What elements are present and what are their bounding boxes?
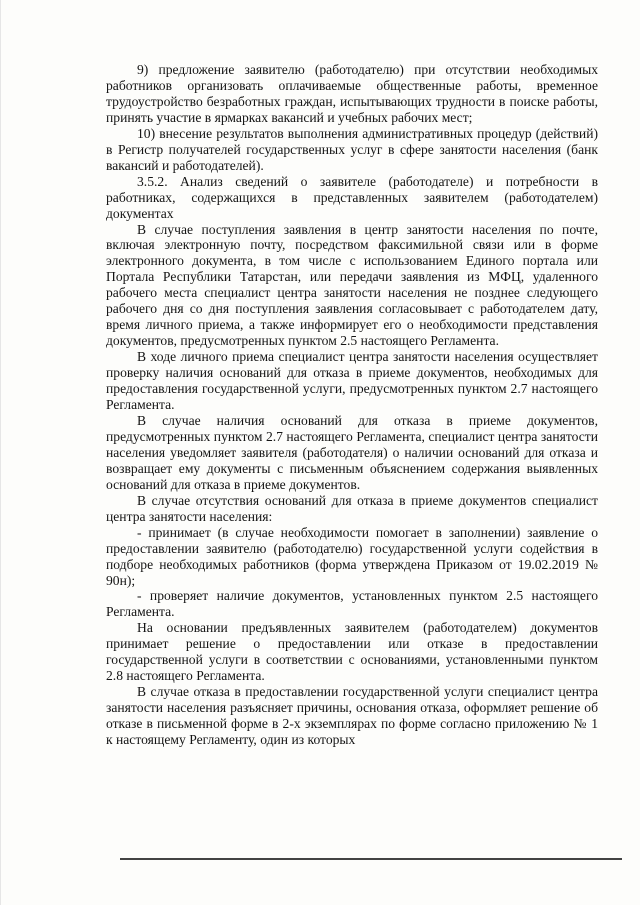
page-bottom-rule <box>120 858 622 860</box>
paragraph-decision: На основании предъявленных заявителем (работодателем) документов принимает решение о предоставлении или отказе в предоставлении государственной услуги в соответствии с основаниями, установленными пунктом 2.8 настоящего Регламента. <box>106 620 598 684</box>
list-item-accepts-application: - принимает (в случае необходимости помогает в заполнении) заявление о предоставлении заявителю (работодателю) государственной услуги содействия в подборе необходимых работников (форма утверждена Приказом от 19.02.2019 № 90н); <box>106 524 598 588</box>
paragraph-refusal-grounds: В случае наличия оснований для отказа в приеме документов, предусмотренных пунктом 2.7 настоящего Регламента, специалист центра занятости населения уведомляет заявителя (работодателя) о наличии оснований для отказа и возвращает ему документы с письменным объяснением содержания выявленных оснований для отказа в приеме документов. <box>106 412 598 492</box>
paragraph-application-receipt: В случае поступления заявления в центр занятости населения по почте, включая электронную почту, посредством факсимильной связи или в форме электронного документа, в том числе с использованием Единого портала или Портала Республики Татарстан, или передачи заявления из МФЦ, удаленного рабочего места специалист центра занятости населения не позднее следующего рабочего дня со дня поступления заявления согласовывает с работодателем дату, время личного приема, а также информирует его о необходимости представления документов, предусмотренных пунктом 2.5 настоящего Регламента. <box>106 221 598 349</box>
list-item-checks-documents: - проверяет наличие документов, установленных пунктом 2.5 настоящего Регламента. <box>106 588 598 620</box>
document-body <box>106 62 598 748</box>
paragraph-item-10: 10) внесение результатов выполнения административных процедур (действий) в Регистр получателей государственных услуг в сфере занятости населения (банк вакансий и работодателей). <box>106 125 598 173</box>
paragraph-no-refusal-grounds: В случае отсутствия оснований для отказа в приеме документов специалист центра занятости населения: <box>106 492 598 524</box>
paragraph-personal-reception: В ходе личного приема специалист центра занятости населения осуществляет проверку наличия оснований для отказа в приеме документов, необходимых для предоставления государственной услуги, предусмотренных пунктом 2.7 настоящего Регламента. <box>106 349 598 413</box>
paragraph-item-9: 9) предложение заявителю (работодателю) при отсутствии необходимых работников организовать оплачиваемые общественные работы, временное трудоустройство безработных граждан, испытывающих трудности в поиске работы, принять участие в ярмарках вакансий и учебных рабочих мест; <box>106 62 598 125</box>
section-heading-3-5-2: 3.5.2. Анализ сведений о заявителе (работодателе) и потребности в работниках, содержащихся в представленных заявителем (работодателем) документах <box>106 173 598 221</box>
paragraph-refusal-explanation: В случае отказа в предоставлении государственной услуги специалист центра занятости населения разъясняет причины, основания отказа, оформляет решение об отказе в письменной форме в 2-х экземплярах по форме согласно приложению № 1 к настоящему Регламенту, один из которых <box>106 684 598 748</box>
scan-edge <box>0 0 1 905</box>
